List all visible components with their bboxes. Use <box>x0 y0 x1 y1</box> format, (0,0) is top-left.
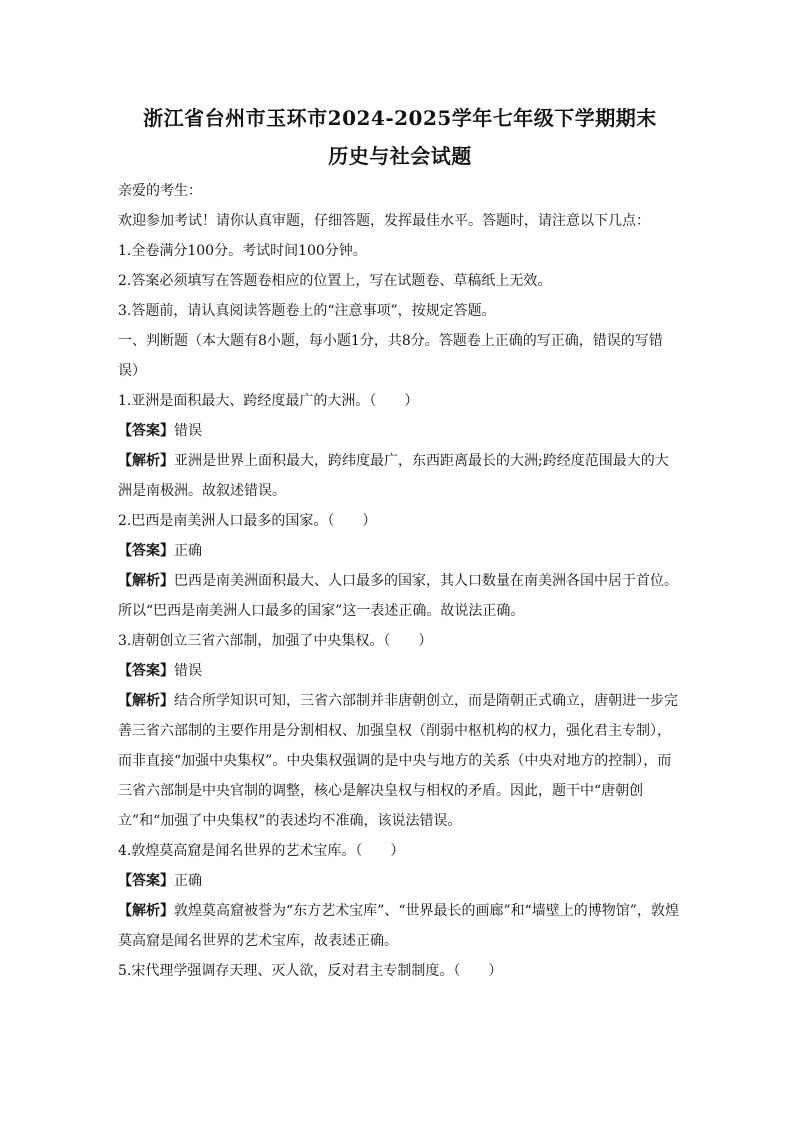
question-stem: 1.亚洲是面积最大、跨经度最广的大洲。（ ） <box>118 393 419 409</box>
welcome-text: 欢迎参加考试！请你认真审题，仔细答题，发挥最佳水平。答题时，请注意以下几点： <box>118 213 650 229</box>
note-1: 1.全卷满分100分。考试时间100分钟。 <box>118 243 367 259</box>
analysis-tag: 【解析】 <box>118 573 174 589</box>
answer-tag: 【答案】 <box>118 873 174 889</box>
analysis-text: 敦煌莫高窟被誉为“东方艺术宝库”、“世界最长的画廊”和“墙壁上的博物馆”，敦煌莫高窟是闻名世界的艺术宝库，故表述正确。 <box>118 903 679 949</box>
question-stem: 5.宋代理学强调存天理、灭人欲，反对君主专制制度。（ ） <box>118 963 503 979</box>
answer-tag: 【答案】 <box>118 423 174 439</box>
note-2: 2.答案必须填写在答题卷相应的位置上，写在试题卷、草稿纸上无效。 <box>118 273 552 289</box>
answer-value: 错误 <box>174 663 202 679</box>
answer-value: 错误 <box>174 423 202 439</box>
answer-line <box>118 866 682 896</box>
answer-tag: 【答案】 <box>118 663 174 679</box>
greeting: 亲爱的考生： <box>118 183 202 199</box>
analysis-line <box>118 896 682 956</box>
answer-value: 正确 <box>174 873 202 889</box>
question-stem: 2.巴西是南美洲人口最多的国家。（ ） <box>118 513 377 529</box>
analysis-text: 结合所学知识可知，三省六部制并非唐朝创立，而是隋朝正式确立，唐朝进一步完善三省六部制的主要作用是分割相权、加强皇权（削弱中枢机构的权力，强化君主专制），而非直接“加强中央集权”。中央集权强调的是中央与地方的关系（中央对地方的控制），而三省六部制是中央官制的调整，核心是解决皇权与相权的矛盾。因此，题干中“唐朝创立”和“加强了中央集权”的表述均不准确，该说法错误。 <box>118 693 678 829</box>
note-3: 3.答题前，请认真阅读答题卷上的“注意事项”，按规定答题。 <box>118 303 496 319</box>
analysis-text: 亚洲是世界上面积最大，跨纬度最广，东西距离最长的大洲;跨经度范围最大的大洲是南极洲。故叙述错误。 <box>118 453 669 499</box>
answer-line <box>118 416 682 446</box>
answer-line <box>118 536 682 566</box>
answer-value: 正确 <box>174 543 202 559</box>
page-title: 浙江省台州市玉环市2024-2025学年七年级下学期期末 <box>143 106 657 130</box>
analysis-line <box>118 566 682 626</box>
analysis-line <box>118 686 682 836</box>
analysis-text: 巴西是南美洲面积最大、人口最多的国家，其人口数量在南美洲各国中居于首位。所以“巴西是南美洲人口最多的国家”这一表述正确。故说法正确。 <box>118 573 678 619</box>
answer-tag: 【答案】 <box>118 543 174 559</box>
analysis-line <box>118 446 682 506</box>
page-subtitle: 历史与社会试题 <box>328 144 472 168</box>
question-stem: 3.唐朝创立三省六部制，加强了中央集权。（ ） <box>118 633 433 649</box>
analysis-tag: 【解析】 <box>118 903 174 919</box>
analysis-tag: 【解析】 <box>118 693 174 709</box>
answer-line <box>118 656 682 686</box>
question-stem: 4.敦煌莫高窟是闻名世界的艺术宝库。（ ） <box>118 843 405 859</box>
analysis-tag: 【解析】 <box>118 453 174 469</box>
section-heading: 一、判断题（本大题有8小题，每小题1分，共8分。答题卷上正确的写正确，错误的写错误） <box>118 333 663 379</box>
